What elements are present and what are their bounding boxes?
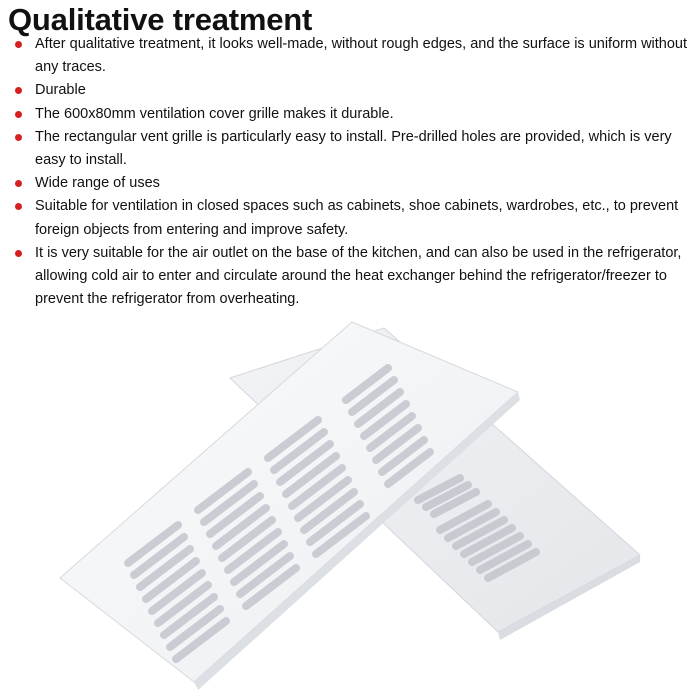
- red-dot-icon: [15, 41, 22, 48]
- list-item: [10, 172, 700, 195]
- bullet-text: Wide range of uses: [35, 175, 160, 192]
- list-item: [10, 195, 700, 241]
- red-dot-icon: [15, 134, 22, 141]
- bullet-text: The rectangular vent grille is particularly easy to install. Pre-drilled holes are provided, which is very easy to install.: [35, 128, 672, 169]
- bullet-text: Suitable for ventilation in closed spaces such as cabinets, shoe cabinets, wardrobes, etc., to prevent foreign objects from entering and improve safety.: [35, 198, 679, 238]
- bullet-text: After qualitative treatment, it looks well-made, without rough edges, and the surface is uniform without any traces.: [35, 36, 688, 76]
- list-item: [10, 242, 700, 312]
- red-dot-icon: [15, 203, 22, 210]
- feature-list: [10, 33, 700, 311]
- bullet-text: It is very suitable for the air outlet on the base of the kitchen, and can also be used in the refrigerator, allowing cold air to enter and circulate around the heat exchanger behind the refrigerator/freezer to prevent the refrigerator from overheating.: [35, 244, 682, 308]
- vent-grille-image: [0, 310, 700, 700]
- bullet-text: The 600x80mm ventilation cover grille makes it durable.: [35, 105, 394, 122]
- red-dot-icon: [15, 111, 22, 118]
- red-dot-icon: [15, 250, 22, 257]
- list-item: [10, 126, 700, 172]
- list-item: [10, 33, 700, 79]
- list-item: [10, 103, 700, 126]
- bullet-text: Durable: [35, 82, 86, 99]
- list-item: [10, 79, 700, 102]
- red-dot-icon: [15, 180, 22, 187]
- red-dot-icon: [15, 87, 22, 94]
- page-title: Qualitative treatment: [8, 2, 313, 37]
